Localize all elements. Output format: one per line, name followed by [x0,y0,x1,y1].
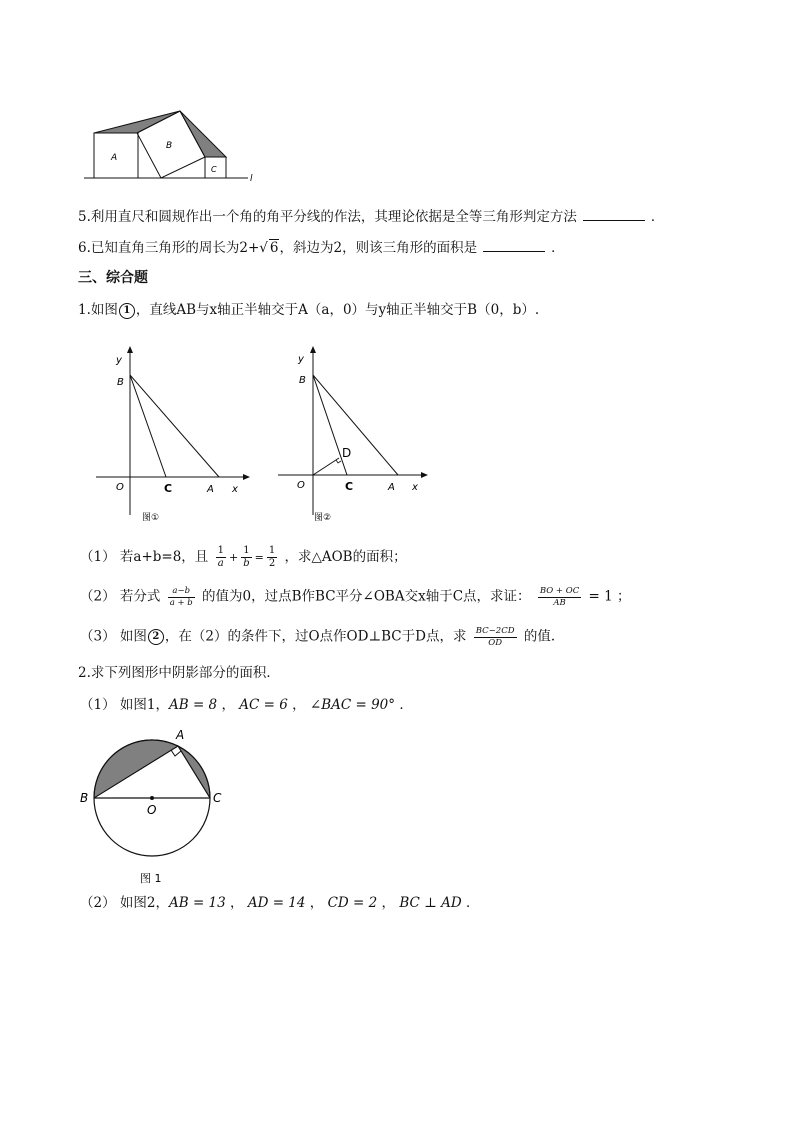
svg-text:C: C [345,480,354,493]
label-a: A [111,153,118,163]
svg-text:O: O [116,482,124,493]
caption-figure-circle: 图 1 [140,872,162,885]
label-b: B [166,141,173,151]
svg-text:O: O [147,803,157,817]
line-od [313,458,339,475]
line-bc [130,375,166,477]
svg-text:D: D [342,446,352,460]
line-bc [313,375,347,475]
svg-text:x: x [412,482,418,493]
center-point [150,796,154,800]
svg-text:x: x [232,484,238,495]
caption-figure-1: 图① [142,513,160,523]
problem-2-sub-2: （2） 如图2，AB = 13 ， AD = 14 ， CD = 2 ， BC ⊥ AD ． [80,895,480,911]
shaded-region-ab [94,740,178,798]
figure-mark-2: 2 [148,629,164,645]
svg-text:B: B [117,377,124,388]
sqrt-radicand: 6 [269,240,279,256]
svg-text:y: y [298,354,304,365]
section-3-title: 三、综合题 [78,270,148,286]
svg-text:B: B [299,375,306,386]
problem-1-intro: 1.如图 1 ，直线AB与x轴正半轴交于A（a，0）与y轴正半轴交于B（0，b）. [78,302,540,318]
answer-blank-6[interactable] [483,239,545,252]
fraction-bc-2cd-od: $\frac{BC-2CD}{OD}$ [475,626,515,648]
fraction-a-minus-b: $\frac{a-b}{a + b}$ [169,586,193,608]
squares-figure [80,100,270,190]
right-angle-mark [171,750,181,756]
svg-text:O: O [297,480,305,491]
question-6: 6.已知直角三角形的周长为2+√ 6，斜边为2，则该三角形的面积是 ． [78,240,565,256]
fraction-bo-oc-ab: $\frac{BO + OC}{AB}$ [539,586,580,608]
problem-1-sub-2: （2） 若分式 $\frac{a-b}{a + b}$ 的值为0，过点B作BC平分∠OBA交x轴于C点，求证： $\frac{BO + OC}{AB}$ = 1 ； [80,586,631,608]
problem-2-intro: 2.求下列图形中阴影部分的面积． [78,665,280,681]
svg-text:y: y [116,355,122,366]
sqrt-symbol: √ [259,240,268,256]
line-ab [313,375,398,475]
figure-2-axes [272,345,442,525]
fraction-1-over-2: $\frac{1}{2}$ [268,545,276,569]
label-c: C [211,165,217,174]
circle-figure [74,720,244,890]
shaded-triangle-left [94,111,180,133]
fraction-1-over-a: $\frac{1}{a}$ [217,545,224,569]
svg-text:C: C [213,791,222,805]
label-l: l [250,174,253,184]
problem-2-sub-1: （1） 如图1，AB = 8 ， AC = 6 ， ∠BAC = 90° ． [80,697,413,713]
problem-1-sub-3: （3） 如图 2 ，在（2）的条件下，过O点作OD⊥BC于D点，求 $\frac{BC-2CD}{OD}$ 的值. [80,626,556,648]
question-5: 5.利用直尺和圆规作出一个角的角平分线的作法，其理论依据是全等三角形判定方法 ． [78,209,665,225]
svg-text:A: A [176,728,185,742]
answer-blank-5[interactable] [583,208,645,221]
line-ab [130,375,219,477]
shaded-triangle-right [180,111,226,157]
fraction-1-over-b: $\frac{1}{b}$ [243,545,250,569]
svg-text:A: A [388,482,395,493]
svg-text:C: C [164,482,173,495]
svg-text:A: A [207,484,214,495]
svg-text:B: B [80,791,89,805]
problem-1-sub-1: （1） 若a+b=8，且 $\frac{1}{a}$ + $\frac{1}{b}$ = $\frac{1}{2}$ ，求△AOB的面积； [80,545,407,569]
figure-mark-1: 1 [119,303,135,319]
figure-1-axes [90,345,260,525]
caption-figure-2: 图② [314,513,332,523]
